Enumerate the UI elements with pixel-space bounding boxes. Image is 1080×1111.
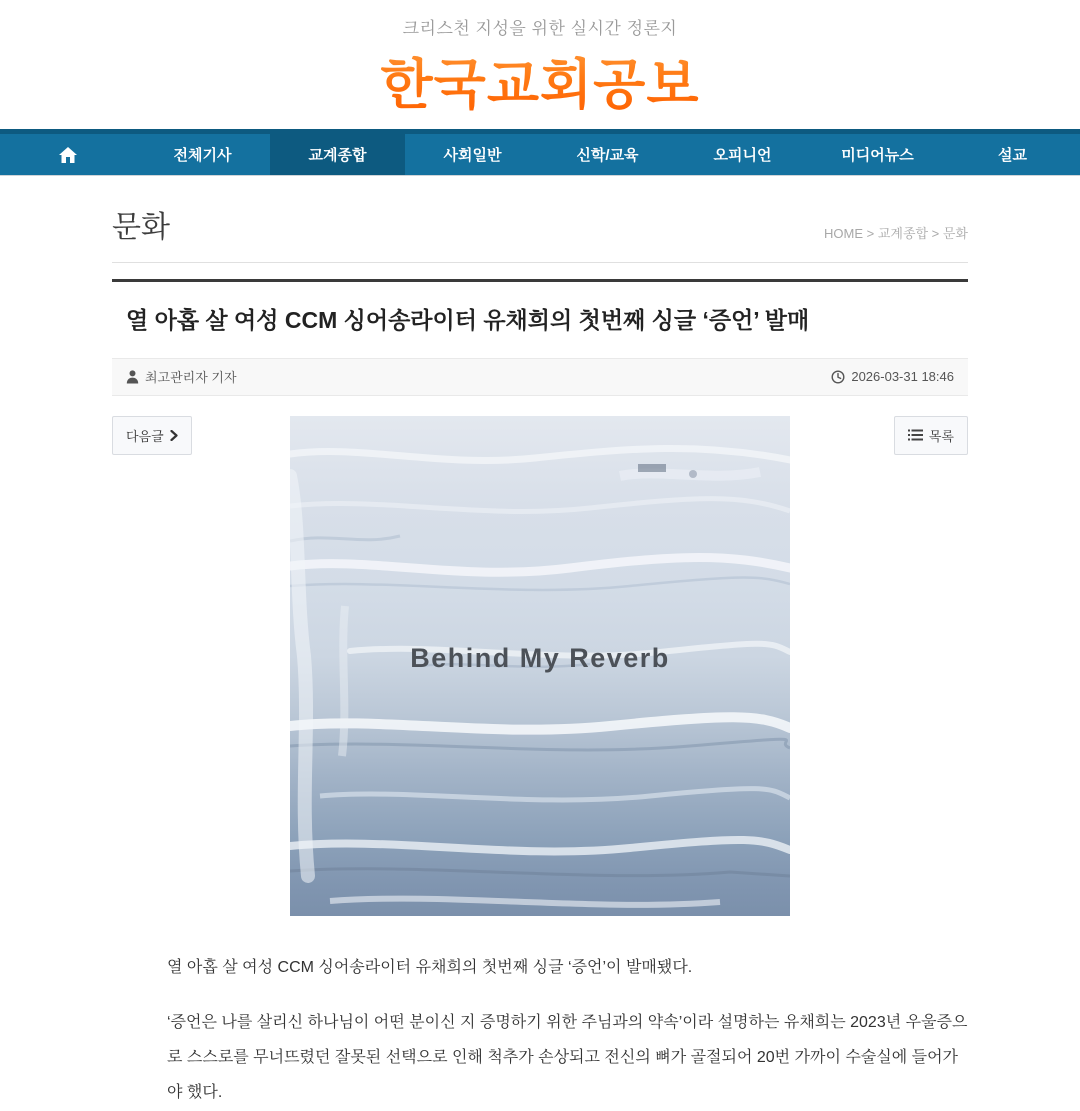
media-row — [112, 416, 968, 916]
time-icon — [831, 370, 845, 384]
article — [112, 279, 968, 1111]
cover-title-text: Behind My Reverb — [410, 643, 670, 674]
next-article-label: 다음글 — [126, 428, 164, 444]
content-area — [112, 176, 968, 1111]
nav-item-sermon[interactable] — [945, 134, 1080, 175]
nav-item-all-articles[interactable] — [135, 134, 270, 175]
article-image — [290, 416, 790, 916]
breadcrumb[interactable]: HOME > 교계종합 > 문화 — [824, 226, 968, 241]
section-head — [112, 176, 968, 263]
site-logo[interactable]: 한국교회공보 — [381, 42, 700, 119]
nav-item-label: 신학/교육 — [576, 147, 639, 164]
article-title: 열 아홉 살 여성 CCM 싱어송라이터 유채희의 첫번째 싱글 ‘증언’ 발매 — [126, 307, 810, 333]
home-icon — [58, 146, 78, 164]
page-title: 문화 — [112, 211, 170, 244]
byline-time — [831, 369, 954, 384]
author-name: 최고관리자 기자 — [145, 370, 237, 386]
body-paragraph: ‘증언은 나를 살리신 하나님이 어떤 분이신 지 증명하기 위한 주님과의 약속’이라 설명하는 유채희는 2023년 우울증으로 스스로를 무너뜨렸던 잘못된 선택으로 인해 척추가 손상되고 전신의 뼈가 골절되어 20번 가까이 수술실에 들어가야 했다. — [167, 1014, 968, 1102]
author-icon — [126, 370, 139, 384]
next-article-button[interactable] — [112, 416, 192, 455]
main-nav — [0, 129, 1080, 176]
list-button[interactable] — [894, 416, 968, 455]
nav-item-theology-education[interactable] — [540, 134, 675, 175]
nav-home[interactable] — [0, 134, 135, 175]
nav-item-media-news[interactable] — [810, 134, 945, 175]
chevron-right-icon — [170, 430, 178, 441]
nav-item-society[interactable] — [405, 134, 540, 175]
site-tagline: 크리스천 지성을 위한 실시간 정론지 — [402, 19, 678, 38]
byline-author — [126, 367, 237, 386]
nav-item-label: 전체기사 — [173, 147, 232, 164]
published-datetime: 2026-03-31 18:46 — [851, 369, 954, 385]
nav-item-label: 교계종합 — [308, 147, 367, 164]
list-button-label: 목록 — [928, 428, 954, 444]
nav-item-label: 설교 — [998, 147, 1027, 164]
byline-bar — [112, 358, 968, 396]
nav-item-opinion[interactable] — [675, 134, 810, 175]
nav-item-church-general[interactable] — [270, 134, 405, 175]
body-paragraph: 열 아홉 살 여성 CCM 싱어송라이터 유채희의 첫번째 싱글 ‘증언’이 발매됐다. — [167, 958, 693, 976]
nav-item-label: 미디어뉴스 — [841, 147, 914, 164]
list-icon — [908, 429, 923, 441]
site-header — [0, 0, 1080, 129]
nav-item-label: 사회일반 — [443, 147, 502, 164]
nav-item-label: 오피니언 — [713, 147, 772, 164]
article-body — [112, 950, 968, 1111]
